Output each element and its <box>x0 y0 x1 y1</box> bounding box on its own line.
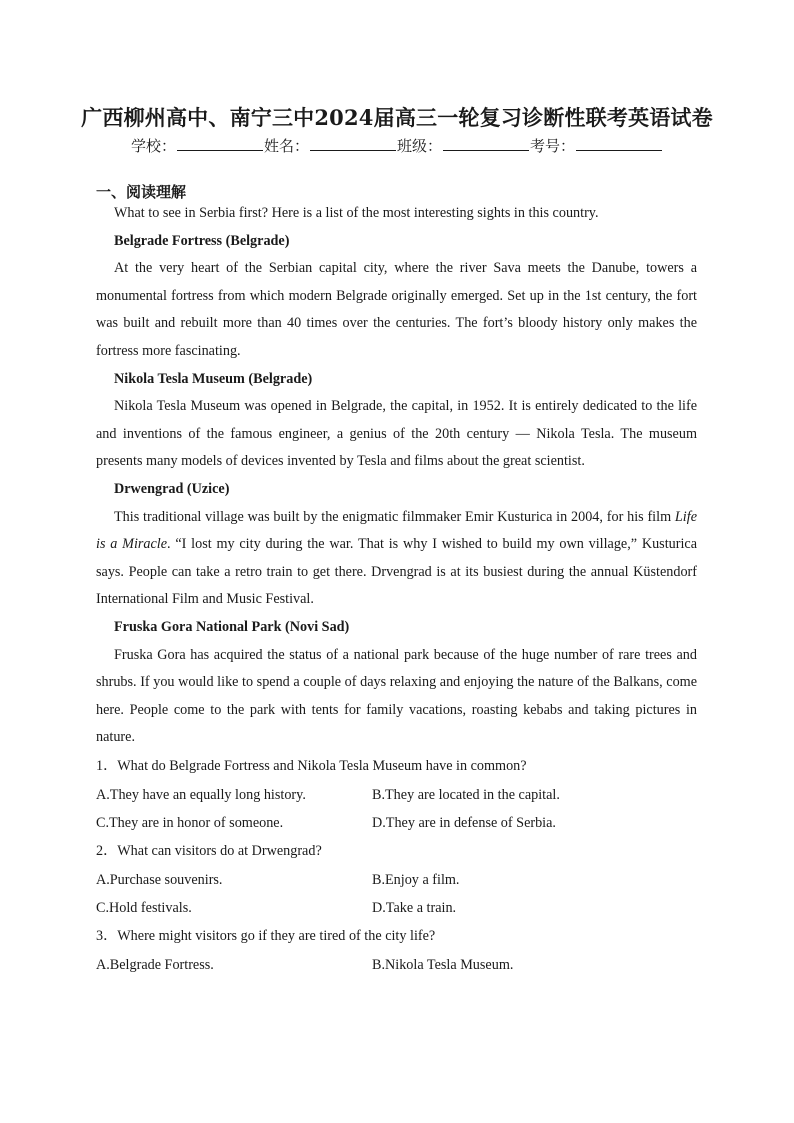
question-1-option-c[interactable]: C.They are in honor of someone. <box>96 814 284 831</box>
school-blank[interactable] <box>177 136 263 151</box>
exam-title: 广西柳州高中、南宁三中2024届高三一轮复习诊断性联考英语试卷 <box>81 105 713 130</box>
question-2-option-d[interactable]: D.Take a train. <box>372 899 457 916</box>
exam-no-label: 考号： <box>530 137 576 155</box>
question-1-option-a[interactable]: A.They have an equally long history. <box>96 786 306 803</box>
drwengrad-text-part2: . “I lost my city during the war. That is why I wished to build my own village,” Kusturica says. People can take a retro train to get there. Drvengrad is at its busiest during the annual Küstendorf International Film and Music Festival. <box>96 536 697 608</box>
student-info-line <box>0 135 794 156</box>
passage-text-tesla-museum: Nikola Tesla Museum was opened in Belgrade, the capital, in 1952. It is entirely dedicated to the life and inventions of the famous engineer, a genius of the 20th century — Nikola Tesla. The museum presents many models of devices invented by Tesla and films about the great scientist. <box>96 398 697 470</box>
question-1-option-b[interactable]: B.They are located in the capital. <box>372 786 560 803</box>
film-title: Life is a Miracle <box>96 508 697 553</box>
passage-heading-tesla-museum: Nikola Tesla Museum (Belgrade) <box>114 370 313 387</box>
class-label: 班级： <box>397 137 443 155</box>
passage-heading-drwengrad: Drwengrad (Uzice) <box>114 480 230 497</box>
question-2-stem: 2．What can visitors do at Drwengrad? <box>96 842 322 859</box>
passage-heading-belgrade-fortress: Belgrade Fortress (Belgrade) <box>114 232 290 249</box>
passage-text-fruska-gora: Fruska Gora has acquired the status of a national park because of the huge number of rare trees and shrubs. If you would like to spend a couple of days relaxing and enjoying the nature of the Balkans, come here. People come to the park with tents for family vacations, roasting kebabs and taking pictures in nature. <box>96 646 697 746</box>
question-3-options <box>96 951 697 979</box>
question-2-option-a[interactable]: A.Purchase souvenirs. <box>96 871 223 888</box>
passage-heading-fruska-gora: Fruska Gora National Park (Novi Sad) <box>114 618 350 635</box>
passage-text-belgrade-fortress: At the very heart of the Serbian capital city, where the river Sava meets the Danube, towers a monumental fortress from which modern Belgrade originally emerged. Set up in the 1st century, the fort was built and rebuilt more than 40 times over the centuries. The fort’s bloody history only makes the fortress more fascinating. <box>96 260 697 359</box>
name-label: 姓名： <box>263 137 309 155</box>
passage-intro: What to see in Serbia first? Here is a list of the most interesting sights in this country. <box>114 205 599 221</box>
exam-no-blank[interactable] <box>576 136 662 151</box>
name-blank[interactable] <box>310 136 396 151</box>
reading-content <box>96 200 697 979</box>
section-title: 一、阅读理解 <box>96 183 187 201</box>
question-2-option-b[interactable]: B.Enjoy a film. <box>372 871 460 888</box>
drwengrad-text-part1: This traditional village was built by the enigmatic filmmaker Emir Kusturica in 2004, for his film <box>114 508 675 525</box>
question-1-stem: 1．What do Belgrade Fortress and Nikola Tesla Museum have in common? <box>96 757 527 774</box>
passage-text-drwengrad <box>96 504 697 614</box>
question-2-options <box>96 866 697 922</box>
question-1-options <box>96 781 697 837</box>
question-2-option-c[interactable]: C.Hold festivals. <box>96 899 192 916</box>
question-3-stem: 3．Where might visitors go if they are tired of the city life? <box>96 927 436 944</box>
question-3-option-a[interactable]: A.Belgrade Fortress. <box>96 956 214 973</box>
school-label: 学校： <box>130 137 176 155</box>
question-3-option-b[interactable]: B.Nikola Tesla Museum. <box>372 956 514 973</box>
question-1-option-d[interactable]: D.They are in defense of Serbia. <box>372 814 556 831</box>
class-blank[interactable] <box>443 136 529 151</box>
